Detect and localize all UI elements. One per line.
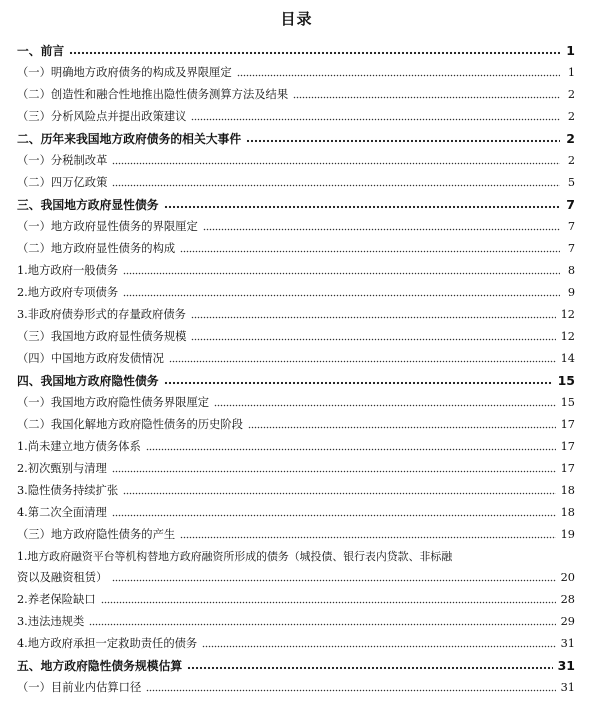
toc-entry-page: 2: [567, 88, 575, 101]
dot-leader: [191, 316, 556, 319]
toc-entry-title: （二）地方政府显性债务的构成: [17, 242, 176, 255]
toc-entry[interactable]: [17, 392, 575, 410]
toc-entry-page: 2: [566, 131, 575, 146]
toc-entry[interactable]: [17, 238, 575, 256]
toc-entry-page: 31: [560, 681, 575, 694]
dot-leader: [112, 514, 556, 517]
toc-entry[interactable]: [17, 524, 575, 542]
toc-entry-page: 14: [560, 352, 575, 365]
dot-leader: [248, 426, 556, 429]
toc-entry-title: 2.地方政府专项债务: [17, 286, 119, 299]
toc-entry-title: 1.地方政府一般债务: [17, 264, 119, 277]
dot-leader: [187, 666, 552, 670]
toc-entry-page: 1: [566, 43, 575, 58]
dot-leader: [69, 51, 560, 55]
toc-entry-title: （二）创造性和融合性地推出隐性债务测算方法及结果: [17, 88, 289, 101]
toc-entry-title: （三）我国地方政府显性债务规模: [17, 330, 187, 343]
toc-entry[interactable]: [17, 326, 575, 344]
toc-entry-title: 4.地方政府承担一定救助责任的债务: [17, 637, 198, 650]
toc-entry-page: 2: [567, 154, 575, 167]
toc-entry[interactable]: [17, 150, 575, 168]
toc-entry-page: 28: [560, 593, 575, 606]
dot-leader: [293, 96, 560, 99]
dot-leader: [214, 404, 556, 407]
toc-entry[interactable]: [17, 480, 575, 498]
toc-entry-title: （一）地方政府显性债务的界限厘定: [17, 220, 198, 233]
toc-entry[interactable]: [17, 567, 575, 585]
toc-entry-title: （一）目前业内估算口径: [17, 681, 142, 694]
toc-entry-page: 18: [560, 484, 575, 497]
toc-entry-title: 3.违法违规类: [17, 615, 85, 628]
toc-entry-title: 3.非政府债券形式的存量政府债务: [17, 308, 186, 321]
toc-entry[interactable]: [17, 84, 575, 102]
toc-entry-page: 7: [566, 197, 575, 212]
toc-entry-page: 17: [560, 462, 575, 475]
toc-entry-page: 1: [567, 66, 575, 79]
toc-entry[interactable]: [17, 62, 575, 80]
toc-entry-page: 9: [567, 286, 575, 299]
toc-entry-page: 17: [560, 418, 575, 431]
dot-leader: [146, 448, 556, 451]
toc-entry-title: 2.养老保险缺口: [17, 593, 96, 606]
toc-entry-title: （二）我国化解地方政府隐性债务的历史阶段: [17, 418, 243, 431]
toc-entry-page: 5: [567, 176, 575, 189]
dot-leader: [191, 118, 560, 121]
toc-entry-page: 7: [567, 242, 575, 255]
dot-leader: [180, 536, 555, 539]
toc-entry[interactable]: [17, 655, 575, 673]
dot-leader: [123, 272, 560, 275]
dot-leader: [112, 184, 560, 187]
toc-entry[interactable]: [17, 172, 575, 190]
dot-leader: [123, 294, 560, 297]
toc-entry-page: 2: [567, 110, 575, 123]
toc-entry-title: 资以及融资租赁）: [17, 571, 108, 584]
toc-entry-page: 19: [560, 528, 575, 541]
toc-entry-wrapped-first-line[interactable]: [17, 546, 575, 564]
toc-entry-page: 15: [557, 373, 575, 388]
toc-entry-title: （三）分析风险点并提出政策建议: [17, 110, 187, 123]
page-title: 目录: [280, 10, 313, 28]
dot-leader: [101, 601, 556, 604]
toc-entry-title: 三、我国地方政府显性债务: [17, 198, 159, 212]
toc-entry-title: 2.初次甄别与清理: [17, 462, 107, 475]
toc-entry-page: 12: [560, 308, 575, 321]
dot-leader: [112, 579, 555, 582]
toc-entry[interactable]: [17, 414, 575, 432]
toc-entry-title: 一、前言: [17, 44, 65, 58]
toc-entry-title: （三）地方政府隐性债务的产生: [17, 528, 176, 541]
toc-entry[interactable]: [17, 128, 575, 146]
toc-entry[interactable]: [17, 589, 575, 607]
toc-entry-page: 8: [567, 264, 575, 277]
toc-entry[interactable]: [17, 633, 575, 651]
toc-entry[interactable]: [17, 436, 575, 454]
dot-leader: [237, 74, 560, 77]
dot-leader: [191, 338, 555, 341]
toc-entry-title: （一）我国地方政府隐性债务界限厘定: [17, 396, 210, 409]
toc-entry-page: 12: [560, 330, 575, 343]
toc-entry-page: 17: [560, 440, 575, 453]
toc-entry[interactable]: [17, 348, 575, 366]
dot-leader: [112, 162, 560, 165]
dot-leader: [164, 205, 560, 209]
toc-entry[interactable]: [17, 282, 575, 300]
toc-entry-page: 7: [567, 220, 575, 233]
dot-leader: [112, 470, 556, 473]
toc-entry-page: 31: [560, 637, 575, 650]
toc-entry-page: 31: [557, 658, 575, 673]
toc-entry[interactable]: [17, 216, 575, 234]
toc-entry-title: 二、历年来我国地方政府债务的相关大事件: [17, 132, 242, 146]
toc-entry-title: 五、地方政府隐性债务规模估算: [17, 659, 183, 673]
toc-entry-page: 29: [560, 615, 575, 628]
toc-entry-title: 四、我国地方政府隐性债务: [17, 374, 159, 388]
dot-leader: [123, 492, 555, 495]
dot-leader: [169, 360, 556, 363]
toc-entry-title: 1.地方政府融资平台等机构替地方政府融资所形成的债务（城投债、银行表内贷款、非标融: [17, 550, 453, 563]
toc-entry-page: 18: [560, 506, 575, 519]
dot-leader: [164, 381, 553, 385]
toc-entry[interactable]: [17, 611, 575, 629]
toc-entry[interactable]: [17, 304, 575, 322]
toc-entry[interactable]: [17, 370, 575, 388]
dot-leader: [203, 228, 560, 231]
toc-entry-title: （四）中国地方政府发债情况: [17, 352, 164, 365]
dot-leader: [246, 139, 560, 143]
dot-leader: [146, 689, 555, 692]
toc-entry[interactable]: [17, 677, 575, 695]
toc-entry-page: 20: [560, 571, 575, 584]
toc-entry[interactable]: [17, 40, 575, 58]
toc-entry-title: （一）分税制改革: [17, 154, 108, 167]
dot-leader: [180, 250, 560, 253]
toc-entry-title: 4.第二次全面清理: [17, 506, 107, 519]
toc-entry[interactable]: [17, 502, 575, 520]
toc-entry-title: （一）明确地方政府债务的构成及界限厘定: [17, 66, 232, 79]
toc-entry[interactable]: [17, 194, 575, 212]
toc-entry-page: 15: [560, 396, 575, 409]
toc-entry[interactable]: [17, 260, 575, 278]
toc-entry-title: 1.尚未建立地方债务体系: [17, 440, 141, 453]
toc-entry-title: 3.隐性债务持续扩张: [17, 484, 119, 497]
dot-leader: [89, 623, 555, 626]
toc-entry[interactable]: [17, 458, 575, 476]
toc-entry-title: （二）四万亿政策: [17, 176, 108, 189]
dot-leader: [202, 645, 555, 648]
toc-entry[interactable]: [17, 106, 575, 124]
